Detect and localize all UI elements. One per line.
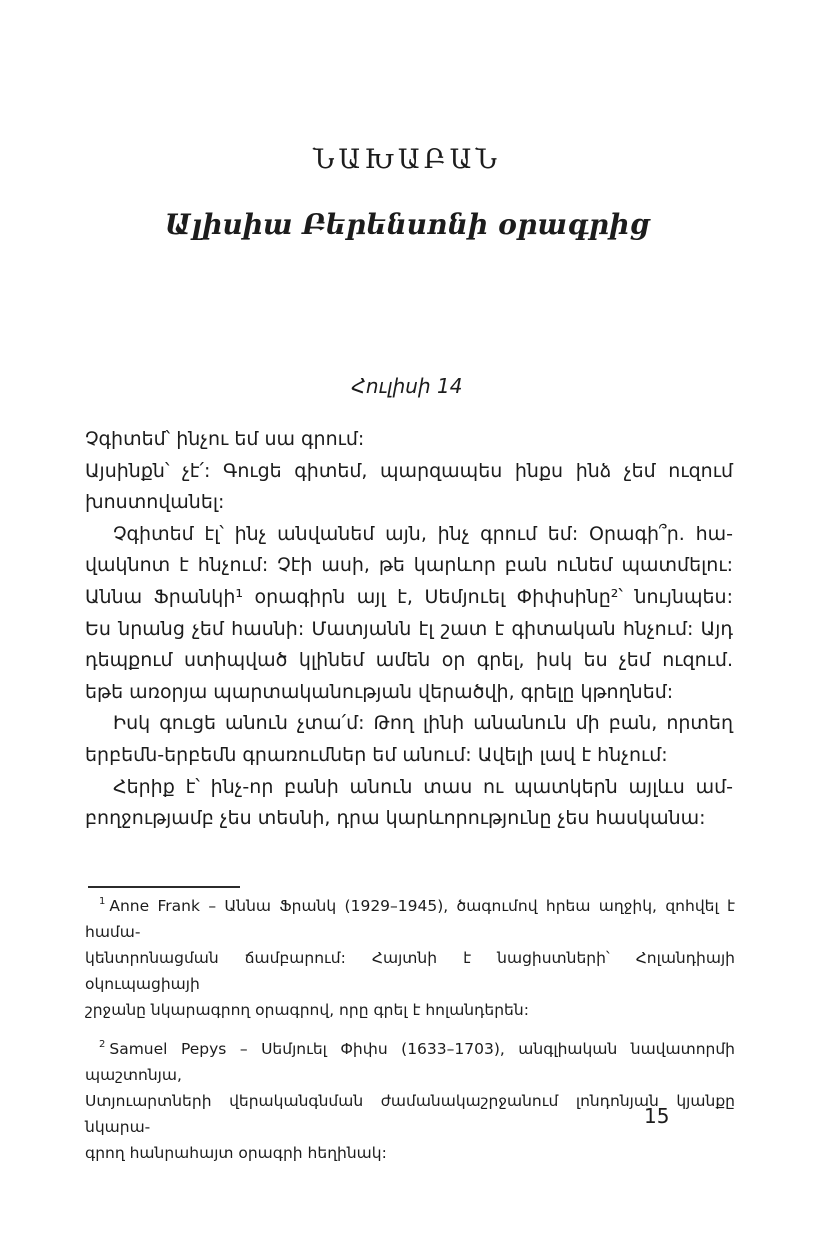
footnote-line: գրող հանրահայտ օրագրի հեղինակ: [85,1144,387,1162]
body-text-line: դեպքում ստիպված կլինեմ ամեն օր գրել, իսկ ես չեմ ուզում. [85,649,733,672]
body-text-line: Չգիտեմ էլ՝ ինչ անվանեմ այն, ինչ գրում եմ: Օրագի՞ր. հա- [113,522,733,545]
paragraph [85,708,733,771]
footnote-line: Ստյուարտների վերականգնման ժամանակաշրջանում լոնդոնյան կյանքը նկարա- [85,1092,735,1136]
body-text-line: երբեմն-երբեմն գրառումներ եմ անում: Ավելի լավ է հնչում: [85,743,668,766]
diary-body-text [85,424,733,835]
footnote-line: կենտրոնացման ճամբարում: Հայտնի է նացիստների՝ Հոլանդիայի օկուպացիայի [85,949,735,993]
diary-date-heading: Հուլիսի 14 [351,374,463,398]
body-text-line: Հերիք է՝ ինչ-որ բանի անուն տաս ու պատկերն այլևս ամ- [113,775,733,798]
paragraph [85,772,733,835]
paragraph [85,424,733,456]
body-text-line: Աննա Ֆրանկի¹ օրագիրն այլ է, Սեմյուել Փիփսինը²՝ նույնպես: [85,585,733,608]
footnotes-section [85,893,735,1166]
chapter-subtitle: Ալիսիա Բերենսոնի օրագրից [164,208,650,241]
page-number: 15 [644,1104,670,1128]
body-text-line: Իսկ գուցե անուն չտա՛մ: Թող լինի անանուն մի բան, որտեղ [113,712,733,735]
chapter-title: ՆԱԽԱԲԱՆ [312,144,501,175]
body-text-line: Չգիտեմ՝ ինչու եմ սա գրում: [85,428,365,450]
footnote [85,1036,735,1166]
body-text-line: խոստովանել: [85,491,225,514]
footnote-marker: 2 [99,1038,106,1050]
body-text-line: բողջությամբ չես տեսնի, դրա կարևորությունը չես հասկանա: [85,807,706,830]
paragraph [85,519,733,709]
body-text-line: Ես նրանց չեմ հասնի: Մատյանն էլ շատ է գիտական հնչում: Այդ [85,617,733,640]
body-text-line: եթե առօրյա պարտականության վերածվի, գրելը կթողնեմ: [85,680,674,703]
footnote-separator [88,886,240,888]
body-text-line: վակնոտ է հնչում: Չէի ասի, թե կարևոր բան ունեմ պատմելու: [85,554,733,577]
footnote-line: $^2$ Samuel Pepys – Սեմյուել Փիփս (1633–1703), անգլիական նավատորմի պաշտոնյա, [85,1038,735,1084]
body-text-line: Այսինքն՝ չէ՛: Գուցե գիտեմ, պարզապես ինքս ինձ չեմ ուզում [85,459,733,482]
footnote-line: $^1$ Anne Frank – Աննա Ֆրանկ (1929–1945), ծագումով հրեա աղջիկ, զոհվել է համա- [85,895,735,941]
footnote-line: շրջանը նկարագրող օրագրով, որը գրել է հոլանդերեն: [85,1001,529,1019]
paragraph [85,456,733,519]
footnote [85,893,735,1023]
footnote-marker: 1 [99,895,106,907]
